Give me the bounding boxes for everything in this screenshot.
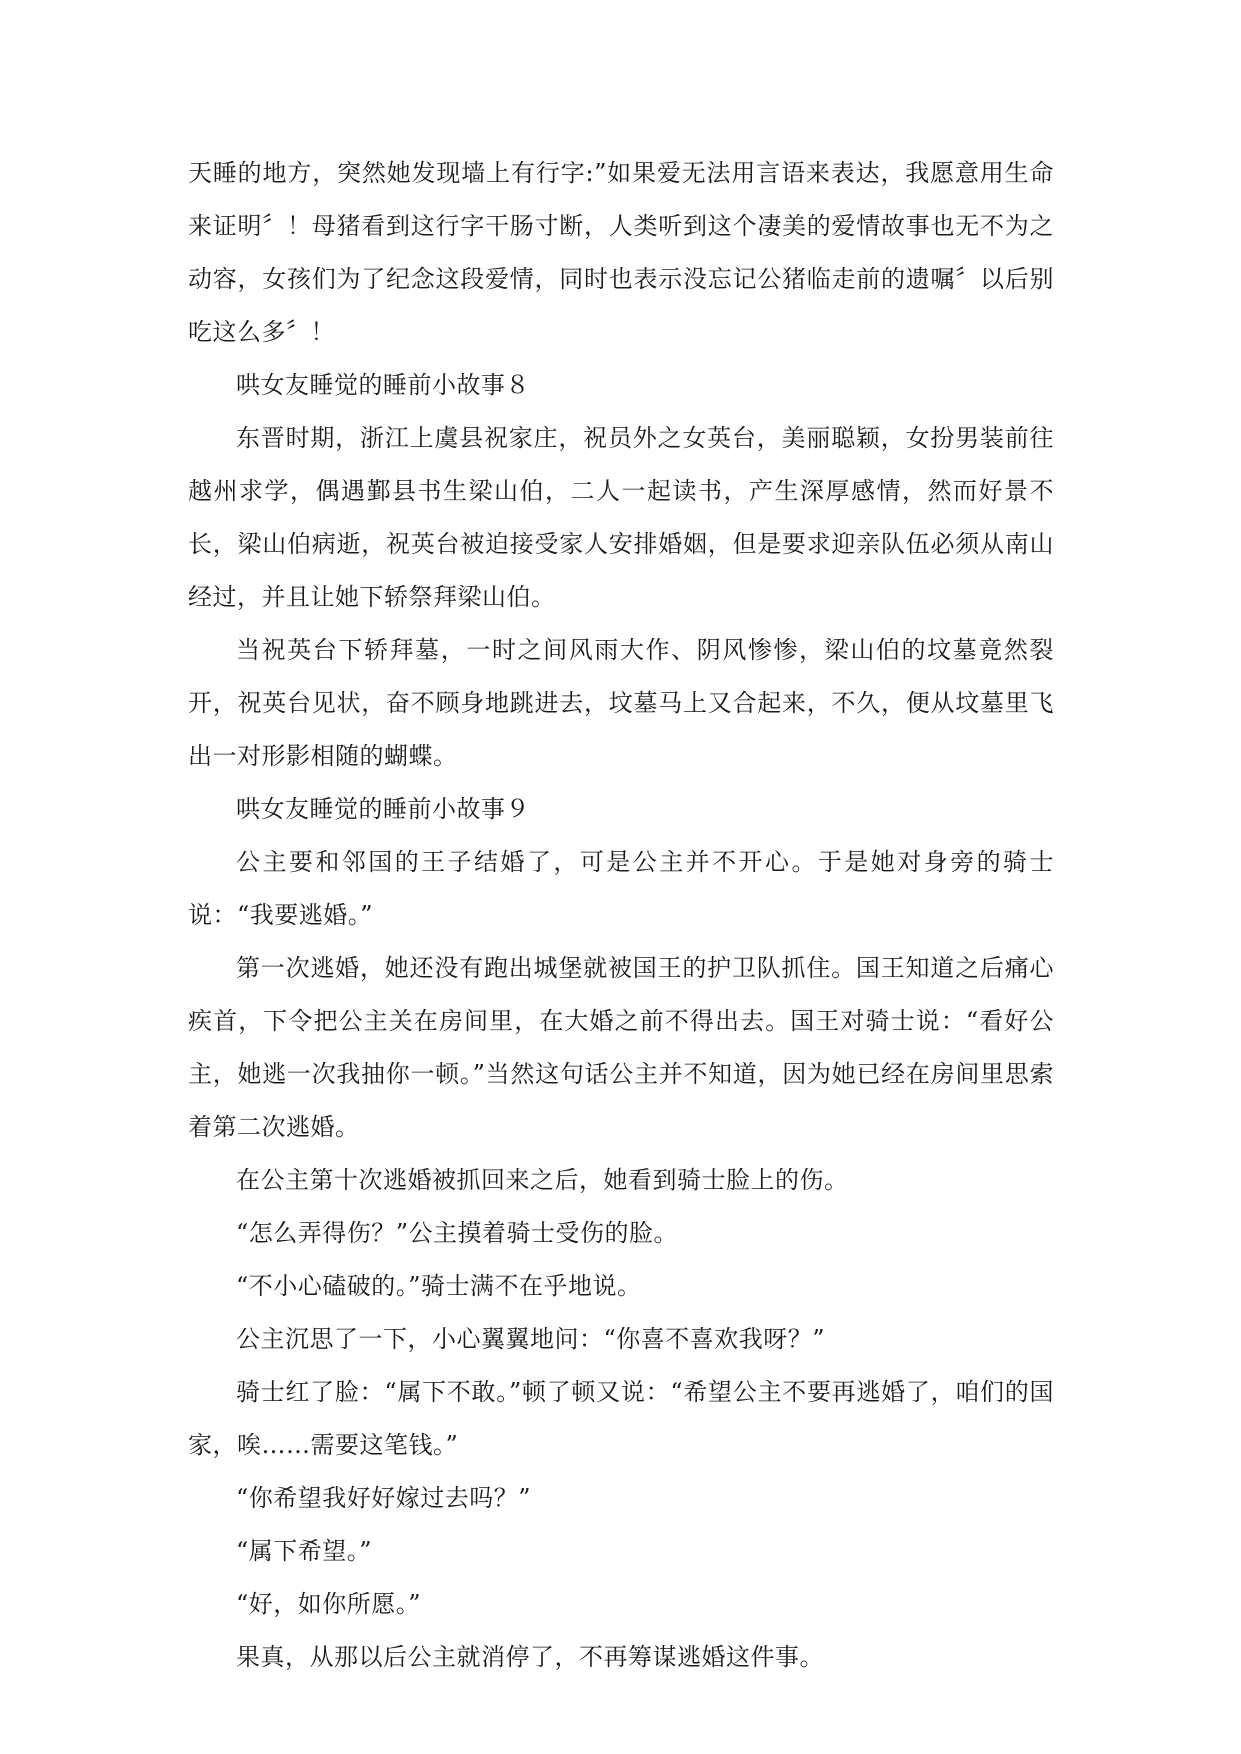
story-heading-9: 哄女友睡觉的睡前小故事９ — [236, 795, 530, 823]
paragraph-liang-zhu-intro: 东晋时期，浙江上虞县祝家庄，祝员外之女英台，美丽聪颖，女扮男装前往越州求学，偶遇鄞县书生梁山伯，二人一起读书，产生深厚感情，然而好景不长，梁山伯病逝，祝英台被迫接受家人安排婚姻，但是要求迎亲队伍必须从南山经过，并且让她下轿祭拜梁山伯。 — [188, 424, 1054, 611]
paragraph-dialogue-7: “好，如你所愿。” — [236, 1590, 422, 1618]
paragraph-dialogue-2: “不小心磕破的。”骑士满不在乎地说。 — [236, 1272, 642, 1300]
paragraph-dialogue-6: “属下希望。” — [236, 1537, 373, 1565]
document-body — [188, 147, 1054, 1684]
paragraph-dialogue-1: “怎么弄得伤？”公主摸着骑士受伤的脸。 — [236, 1219, 679, 1247]
paragraph-dialogue-4: 骑士红了脸：“属下不敢。”顿了顿又说：“希望公主不要再逃婚了，咱们的国家，唉……需要这笔钱。” — [188, 1378, 1054, 1459]
paragraph-liang-zhu-butterflies: 当祝英台下轿拜墓，一时之间风雨大作、阴风惨惨，梁山伯的坟墓竟然裂开，祝英台见状，奋不顾身地跳进去，坟墓马上又合起来，不久，便从坟墓里飞出一对形影相随的蝴蝶。 — [188, 636, 1054, 770]
story-heading-8: 哄女友睡觉的睡前小故事８ — [236, 371, 530, 399]
paragraph-dialogue-3: 公主沉思了一下，小心翼翼地问：“你喜不喜欢我呀？” — [236, 1325, 826, 1353]
paragraph-tenth-escape: 在公主第十次逃婚被抓回来之后，她看到骑士脸上的伤。 — [236, 1166, 849, 1194]
paragraph-first-escape: 第一次逃婚，她还没有跑出城堡就被国王的护卫队抓住。国王知道之后痛心疾首，下令把公主关在房间里，在大婚之前不得出去。国王对骑士说：“看好公主，她逃一次我抽你一顿。”当然这句话公主并不知道，因为她已经在房间里思索着第二次逃婚。 — [188, 954, 1054, 1141]
paragraph-dialogue-5: “你希望我好好嫁过去吗？” — [236, 1484, 532, 1512]
paragraph-princess-escape: 公主要和邻国的王子结婚了，可是公主并不开心。于是她对身旁的骑士说：“我要逃婚。” — [188, 848, 1054, 929]
paragraph-pig-story-ending: 天睡的地方，突然她发现墙上有行字:”如果爱无法用言语来表达，我愿意用生命来证明〞！母猪看到这行字干肠寸断，人类听到这个凄美的爱情故事也无不为之动容，女孩们为了纪念这段爱情，同时也表示没忘记公猪临走前的遗嘱〞以后别吃这么多〞！ — [188, 159, 1054, 346]
paragraph-conclusion: 果真，从那以后公主就消停了，不再筹谋逃婚这件事。 — [236, 1643, 824, 1671]
